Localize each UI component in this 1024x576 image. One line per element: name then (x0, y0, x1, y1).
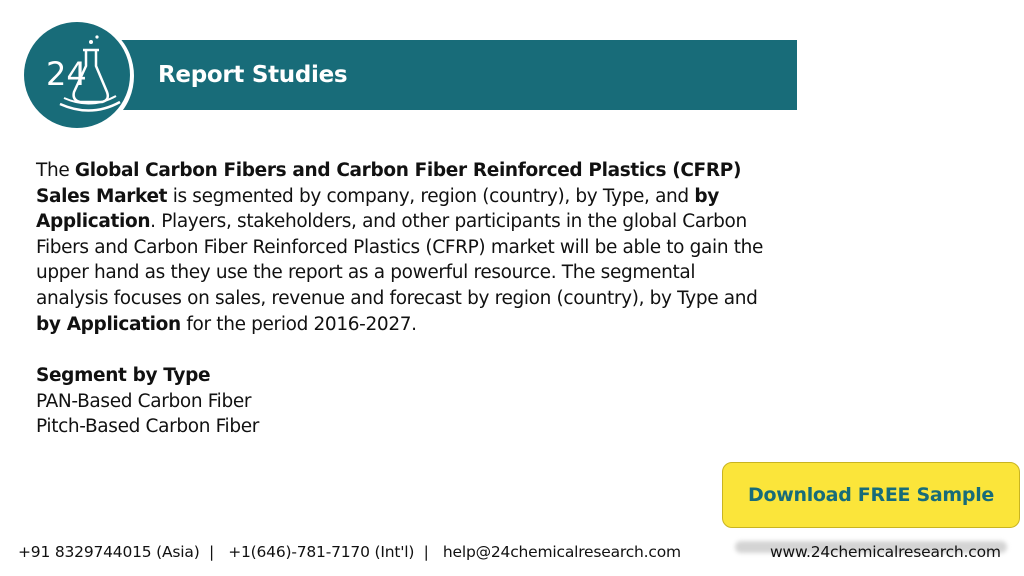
segment-heading: Segment by Type (36, 365, 211, 386)
desc-text-1: The (36, 160, 75, 181)
desc-text-2: is segmented by company, region (country), by Type, and (167, 185, 695, 207)
desc-text-4: for the period 2016-2027. (180, 313, 417, 335)
desc-text-3: . Players, stakeholders, and other participants in the global Carbon Fibers and Carbon Fiber Reinforced Plastics (CFRP) market will be able to gain the upper hand as they use the report as a powerful resource. The segmental analysis focuses on sales, revenue and forecast by region (country), by Type and (36, 211, 764, 309)
segment-item: PAN-Based Carbon Fiber (36, 390, 252, 412)
flask-icon (24, 22, 130, 128)
logo-text: 24 (46, 55, 87, 93)
download-sample-button[interactable]: Download FREE Sample (722, 462, 1020, 528)
website-link[interactable]: www.24chemicalresearch.com (770, 543, 1001, 561)
market-name: Global Carbon Fibers and Carbon Fiber Reinforced Plastics (CFRP) Sales Market (36, 160, 742, 207)
segment-item: Pitch-Based Carbon Fiber (36, 416, 260, 438)
company-logo[interactable] (24, 22, 130, 128)
application-emphasis: by Application (36, 185, 719, 233)
contact-info: +91 8329744015 (Asia) | +1(646)-781-7170 (Int'l) | help@24chemicalresearch.com (18, 543, 681, 561)
application-emphasis: by Application (36, 313, 181, 335)
page-title: Report Studies (158, 62, 348, 88)
segment-section (36, 363, 259, 440)
report-description (36, 158, 771, 337)
